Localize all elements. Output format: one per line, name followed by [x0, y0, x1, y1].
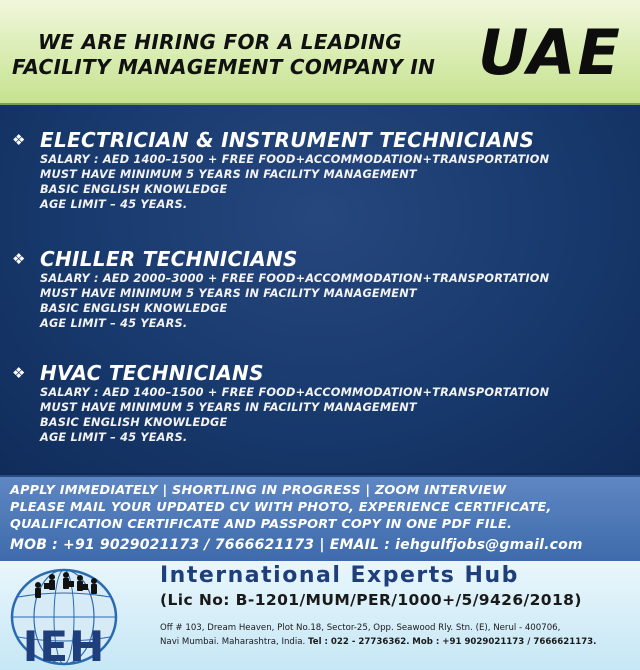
diamond-bullet-icon: ❖ — [12, 250, 26, 268]
job-title: HVAC TECHNICIANS — [40, 361, 264, 385]
job-title: ELECTRICIAN & INSTRUMENT TECHNICIANS — [40, 128, 535, 152]
contact-separator: | — [319, 537, 325, 553]
jobs-panel — [0, 105, 640, 473]
address-line-2 — [160, 637, 596, 647]
mobile-numbers: MOB : +91 9029021173 / 7666621173 — [10, 537, 315, 553]
address-city: Navi Mumbai. Maharashtra, India. — [160, 637, 306, 647]
job-english: BASIC ENGLISH KNOWLEDGE — [40, 183, 228, 196]
job-salary: SALARY : AED 2000–3000 + FREE FOOD+ACCOMMODATION+TRANSPORTATION — [40, 272, 550, 285]
footer — [0, 561, 640, 670]
organization-name: International Experts Hub — [160, 563, 519, 588]
apply-instructions — [0, 475, 640, 563]
footer-mobile-numbers: Mob : +91 9029021173 / 7666621173. — [412, 637, 597, 647]
license-number: (Lic No: B-1201/MUM/PER/1000+/5/9426/2018) — [160, 591, 582, 609]
telephone-number: Tel : 022 - 27736362. — [308, 637, 410, 647]
job-english: BASIC ENGLISH KNOWLEDGE — [40, 302, 228, 315]
contact-line — [10, 537, 583, 553]
job-english: BASIC ENGLISH KNOWLEDGE — [40, 416, 228, 429]
logo-text: IEH — [22, 622, 106, 667]
apply-line-1: APPLY IMMEDIATELY | SHORTLING IN PROGRESS | ZOOM INTERVIEW — [10, 483, 507, 498]
job-experience: MUST HAVE MINIMUM 5 YEARS IN FACILITY MANAGEMENT — [40, 168, 417, 181]
job-experience: MUST HAVE MINIMUM 5 YEARS IN FACILITY MANAGEMENT — [40, 287, 417, 300]
ieh-logo — [6, 563, 136, 667]
diamond-bullet-icon: ❖ — [12, 131, 26, 149]
header-banner — [0, 0, 640, 105]
apply-line-3: QUALIFICATION CERTIFICATE AND PASSPORT COPY IN ONE PDF FILE. — [10, 517, 513, 532]
diamond-bullet-icon: ❖ — [12, 364, 26, 382]
email-link[interactable]: EMAIL : iehgulfjobs@gmail.com — [329, 537, 583, 553]
job-age-limit: AGE LIMIT – 45 YEARS. — [40, 198, 188, 211]
job-age-limit: AGE LIMIT – 45 YEARS. — [40, 317, 188, 330]
country-title: UAE — [478, 16, 622, 89]
job-title: CHILLER TECHNICIANS — [40, 247, 298, 271]
header-line-2: FACILITY MANAGEMENT COMPANY IN — [12, 55, 436, 79]
job-salary: SALARY : AED 1400–1500 + FREE FOOD+ACCOMMODATION+TRANSPORTATION — [40, 153, 550, 166]
apply-line-2: PLEASE MAIL YOUR UPDATED CV WITH PHOTO, EXPERIENCE CERTIFICATE, — [10, 500, 552, 515]
job-age-limit: AGE LIMIT – 45 YEARS. — [40, 431, 188, 444]
job-experience: MUST HAVE MINIMUM 5 YEARS IN FACILITY MANAGEMENT — [40, 401, 417, 414]
job-salary: SALARY : AED 1400–1500 + FREE FOOD+ACCOMMODATION+TRANSPORTATION — [40, 386, 550, 399]
header-line-1: WE ARE HIRING FOR A LEADING — [38, 30, 402, 54]
address-line-1: Off # 103, Dream Heaven, Plot No.18, Sector-25, Opp. Seawood Rly. Stn. (E), Nerul - 400706, — [160, 623, 561, 633]
